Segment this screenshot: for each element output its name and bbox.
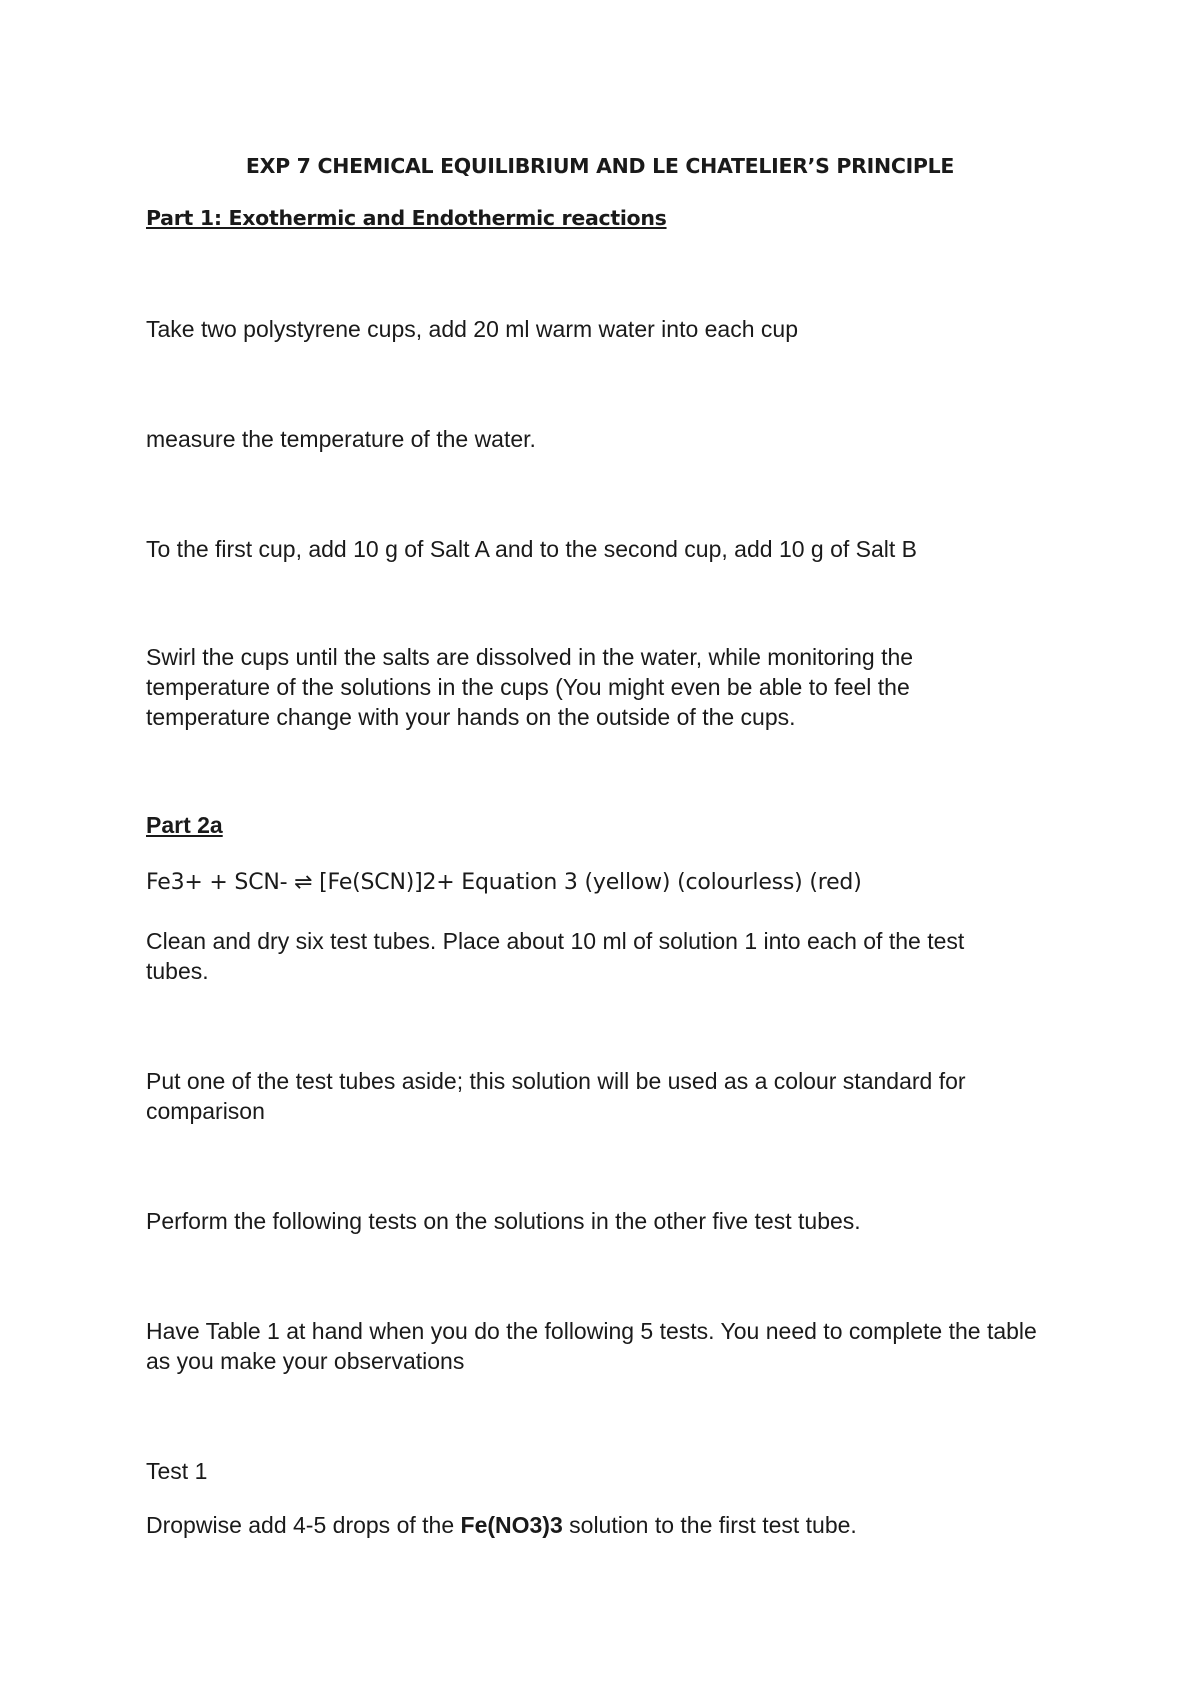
part2a-step-2: Put one of the test tubes aside; this solution will be used as a colour standard for comparison: [146, 1068, 966, 1124]
test1-instruction-after: solution to the first test tube.: [562, 1512, 857, 1538]
part2a-step-3: Perform the following tests on the solutions in the other five test tubes.: [146, 1208, 861, 1234]
test1-reagent: Fe(NO3)3: [460, 1512, 563, 1538]
document-title: EXP 7 CHEMICAL EQUILIBRIUM AND LE CHATELIER’S PRINCIPLE: [245, 154, 955, 178]
test1-label: Test 1: [146, 1458, 208, 1484]
part2a-heading: Part 2a: [146, 812, 223, 838]
part2a-step-4: Have Table 1 at hand when you do the following 5 tests. You need to complete the table as you make your observations: [146, 1318, 1037, 1374]
test1-instruction-before: Dropwise add 4-5 drops of the: [146, 1512, 461, 1538]
part1-step-1: Take two polystyrene cups, add 20 ml warm water into each cup: [146, 316, 798, 342]
test1-instruction: [146, 1510, 1046, 1540]
part1-step-2: measure the temperature of the water.: [146, 426, 536, 452]
part2a-step-1: Clean and dry six test tubes. Place about 10 ml of solution 1 into each of the test tubes.: [146, 928, 965, 984]
equilibrium-equation: Fe3+ + SCN- ⇌ [Fe(SCN)]2+ Equation 3 (yellow) (colourless) (red): [146, 870, 862, 895]
part1-heading: Part 1: Exothermic and Endothermic reactions: [146, 206, 667, 230]
part1-step-3: To the first cup, add 10 g of Salt A and to the second cup, add 10 g of Salt B: [146, 536, 918, 562]
part1-step-4: Swirl the cups until the salts are dissolved in the water, while monitoring the temperature of the solutions in the cups (You might even be able to feel the temperature change with your hands on the outside of the cups.: [146, 644, 914, 730]
